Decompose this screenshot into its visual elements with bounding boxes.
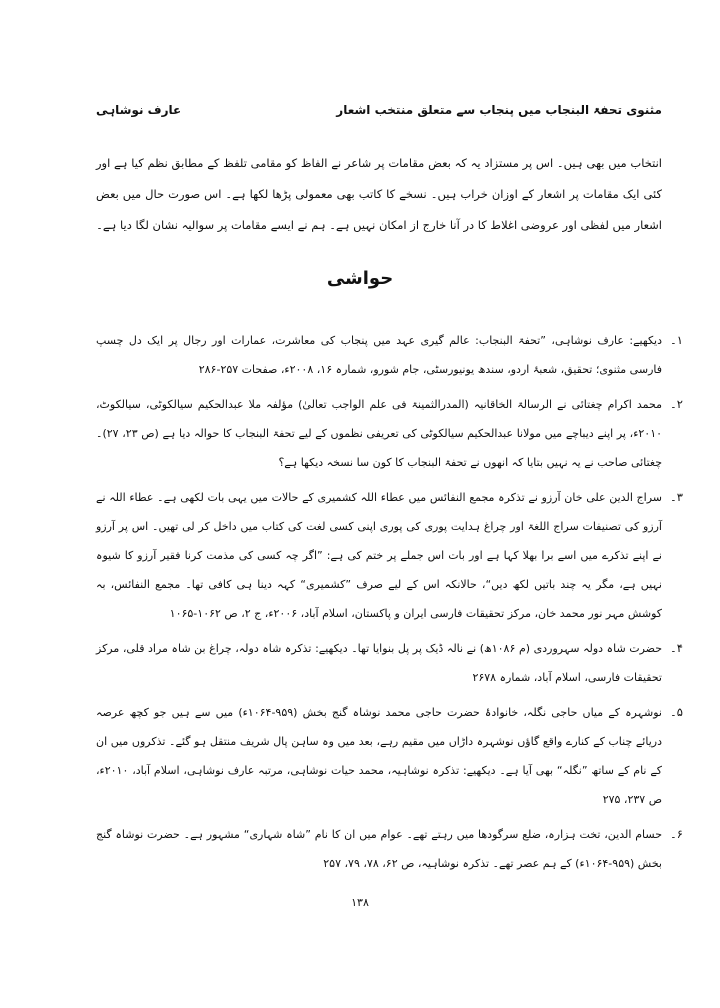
footnote-number: ۲۔: [670, 397, 683, 411]
footnote-text: محمد اکرام چغتائی نے الرسالۃ الخاقانیہ (المدرالثمینۃ فی علم الواجب تعالیٰ) مؤلفہ ملا عبدالحکیم سیالکوٹی، سیالکوٹ، ۲۰۱۰ء، پر اپنے دیباچے میں مولانا عبدالحکیم سیالکوٹی کی تعریفی نظموں کے لیے تحفۃ البنجاب کا حوالہ دیا ہے (ص ۲۳، ۲۷)۔ چغتائی صاحب نے یہ نہیں بتایا کہ انھوں نے تحفۃ البنجاب کا کون سا نسخہ دیکھا ہے؟: [96, 398, 663, 469]
running-header-author: عارف نوشاہی: [96, 103, 182, 117]
running-header-title: مثنوی تحفۃ البنجاب میں پنجاب سے متعلق منتخب اشعار: [336, 103, 662, 117]
footnote-text: حضرت شاہ دولہ سہروردی (م ۱۰۸۶ھ) نے نالہ ڈیک پر پل بنوایا تھا۔ دیکھیے: تذکرہ شاہ دولہ، چراغ بن شاہ مراد قلی، مرکز تحقیقات فارسی، اسلام آباد، شمارہ ۲۶۷۸: [96, 642, 662, 684]
footnote-text: دیکھیے: عارف نوشاہی، ”تحفۃ البنجاب: عالم گیری عہد میں پنجاب کی معاشرت، عمارات اور رجال پر ایک دل چسپ فارسی مثنوی؛ تحقیق، شعبۂ اردو، سندھ یونیورسٹی، جام شورو، شمارہ ۱۶، ۲۰۰۸ء، صفحات ۲۵۷-۲۸۶: [96, 334, 662, 376]
footnote-item: [96, 634, 683, 692]
footnote-item: [96, 820, 683, 878]
footnote-item: [96, 698, 683, 814]
page-number: ۱۳۸: [351, 896, 369, 909]
footnote-number: ۱۔: [670, 333, 683, 347]
section-heading: حواشی: [326, 268, 394, 289]
footnote-text: نوشہرہ کے میاں حاجی نگلہ، خانوادۂ حضرت حاجی محمد نوشاہ گنج بخش (۹۵۹-۱۰۶۴ء) میں سے ہیں جو کچھ عرصہ دریائے چناب کے کنارے واقع گاؤں نوشہرہ داڑاں میں مقیم رہے، بعد میں وہ ساہن پال شریف منتقل ہو گئے۔ تذکروں میں ان کے نام کے ساتھ ”نگلہ“ بھی آیا ہے۔ دیکھیے: تذکرہ نوشاہیہ، محمد حیات نوشاہی، مرتبہ عارف نوشاہی، اسلام آباد، ۲۰۱۰ء، ص ۲۳۷، ۲۷۵: [96, 706, 662, 806]
footnote-item: [96, 326, 683, 384]
footnote-number: ۶۔: [670, 827, 683, 841]
footnote-number: ۳۔: [670, 490, 683, 504]
footnote-item: [96, 483, 683, 628]
footnote-number: ۵۔: [670, 705, 683, 719]
footnote-text: حسام الدین، تخت ہزارہ، ضلع سرگودھا میں رہتے تھے۔ عوام میں ان کا نام ”شاہ شہاری“ مشہور ہے۔ حضرت نوشاہ گنج بخش (۹۵۹-۱۰۶۴ء) کے ہم عصر تھے۔ تذکرہ نوشاہیہ، ص ۶۲، ۷۸، ۷۹، ۲۵۷: [96, 828, 662, 870]
footnote-text: سراج الدین علی خان آرزو نے تذکرہ مجمع النفائس میں عطاء اللہ کشمیری کے حالات میں یہی بات لکھی ہے۔ عطاء اللہ نے آرزو کی تصنیفات سراج اللغۃ اور چراغ ہدایت پوری کی پوری اپنی کسی لغت کی کتاب میں داخل کر لی تھیں۔ اس پر آرزو نے اپنے تذکرے میں اسے برا بھلا کہا ہے اور بات اس جملے پر ختم کی ہے: ”اگر چہ کسی کی مذمت کرنا فقیر آرزو کا شیوہ نہیں ہے، مگر یہ چند باتیں لکھ دیں“، حالانکہ اس کے لیے صرف ”کشمیری“ کہہ دینا ہی کافی تھا۔ مجمع النفائس، بہ کوشش مہر نور محمد خان، مرکز تحقیقات فارسی ایران و پاکستان، اسلام آباد، ۲۰۰۶ء، ج ۲، ص ۱۰۶۲-۱۰۶۵: [96, 491, 662, 620]
footnote-number: ۴۔: [670, 641, 683, 655]
footnotes-list: [96, 326, 683, 884]
footnote-item: [96, 390, 683, 477]
intro-paragraph: انتخاب میں بھی ہیں۔ اس پر مستزاد یہ کہ بعض مقامات پر شاعر نے الفاظ کو مقامی تلفظ کے مطابق نظم کیا ہے اور کئی ایک مقامات پر اشعار کے اوزان خراب ہیں۔ نسخے کا کاتب بھی معمولی پڑھا لکھا ہے۔ اس صورت حال میں بعض اشعار میں لفظی اور عروضی اغلاط کا در آنا خارج از امکان نہیں ہے۔ ہم نے ایسے مقامات پر سوالیہ نشان لگا دیا ہے۔: [96, 156, 662, 232]
